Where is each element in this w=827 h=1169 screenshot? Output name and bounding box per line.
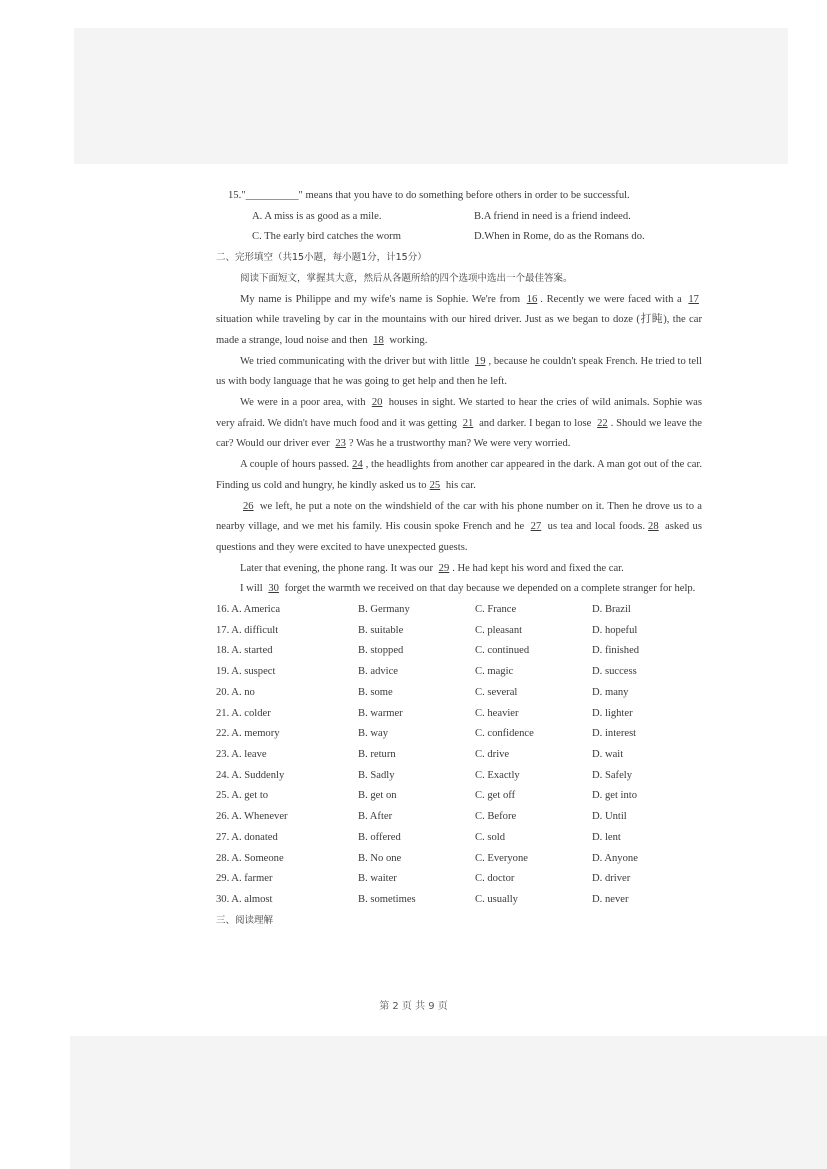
question-15-stem: 15."__________" means that you have to do something before others in order to be successful. [228,190,630,201]
cloze-option: C. continued [475,645,530,657]
question-15-options-row-1 [216,207,702,228]
cloze-option: 29. A. farmer [216,873,273,885]
option-d: D.When in Rome, do as the Romans do. [474,231,645,243]
blank-29: 29 [438,562,450,574]
cloze-option: C. sold [475,831,506,843]
blank-16: 16 [526,293,538,305]
cloze-option: D. Brazil [592,604,631,616]
option-c: C. The early bird catches the worm [252,231,401,243]
paragraph-1: My name is Philippe and my wife's name is Sophie. We're from 16 . Recently we were faced with a 17 situation while traveling by car in the mountains with our hired driver. Just as we began to doze (打盹), the car made a strange, loud noise and then 18 working. [216,293,702,346]
cloze-option: 30. A. almost [216,893,273,905]
cloze-option: D. wait [592,748,624,760]
cloze-option: 26. A. Whenever [216,811,288,823]
cloze-option: B. stopped [358,645,404,657]
page-number: 第 2 页 共 9 页 [379,1001,448,1012]
cloze-option: B. Germany [358,604,410,616]
question-15-options-row-2 [216,227,702,248]
paragraph-6: Later that evening, the phone rang. It was our 29 . He had kept his word and fixed the car. [240,562,624,574]
section-3-title: 三、阅读理解 [216,914,274,926]
option-b: B.A friend in need is a friend indeed. [474,210,631,222]
cloze-option: 28. A. Someone [216,852,284,864]
blank-21: 21 [462,417,474,429]
cloze-option: D. never [592,893,629,905]
cloze-option: B. advice [358,666,399,678]
cloze-option: D. success [592,666,637,678]
cloze-option: C. France [475,604,517,616]
cloze-option: 27. A. donated [216,831,278,843]
cloze-option: B. waiter [358,873,397,885]
cloze-option: C. drive [475,748,510,760]
blank-24: 24 [352,459,363,471]
cloze-option: D. get into [592,790,638,802]
scan-shade-bottom [70,1036,827,1169]
scan-shade-top [74,28,788,164]
cloze-option: 18. A. started [216,645,273,657]
cloze-option: B. some [358,686,393,698]
cloze-option: D. many [592,686,629,698]
cloze-option: B. No one [358,852,402,864]
cloze-option: C. usually [475,893,518,905]
cloze-option: 19. A. suspect [216,666,276,678]
cloze-option: B. After [358,811,393,823]
paragraph-5: 26 we left, he put a note on the windshield of the car with his phone number on it. Then he drove us to a nearby village, and we met his family. His cousin spoke French and he 27 us tea and local foods. 28 asked us questions and they were excited to have unexpected guests. [216,500,703,553]
blank-27: 27 [530,521,542,533]
blank-22: 22 [597,417,608,429]
exam-page [216,186,702,931]
cloze-option: B. way [358,728,389,740]
cloze-option: D. interest [592,728,637,740]
cloze-option: B. return [358,748,396,760]
cloze-option: B. get on [358,790,397,802]
cloze-option: B. Sadly [358,769,395,781]
cloze-option: 20. A. no [216,686,255,698]
cloze-option: C. Before [475,811,517,823]
cloze-option: D. driver [592,873,631,885]
blank-20: 20 [371,397,383,409]
cloze-option: C. Everyone [475,852,528,864]
cloze-option: 21. A. colder [216,707,271,719]
section-2-instruction: 阅读下面短文，掌握其大意，然后从各题所给的四个选项中选出一个最佳答案。 [240,272,573,284]
cloze-option: 23. A. leave [216,748,267,760]
cloze-option: B. warmer [358,707,403,719]
paragraph-3: We were in a poor area, with 20 houses in sight. We started to hear the cries of wild animals. Sophie was very afraid. We didn't have much food and it was getting 21 and darker. I began to lose 22 . Should we leave the car? Would our driver ever 23 ? Was he a trustworthy man? We were very worried. [216,397,703,450]
cloze-option: C. doctor [475,873,515,885]
cloze-option: D. Safely [592,769,633,781]
cloze-option: B. offered [358,831,401,843]
blank-18: 18 [373,334,384,346]
cloze-option: C. magic [475,666,514,678]
cloze-option: 24. A. Suddenly [216,769,285,781]
cloze-option: D. lighter [592,707,633,719]
cloze-option: B. suitable [358,624,404,636]
blank-28: 28 [648,521,659,533]
cloze-option: C. get off [475,790,516,802]
cloze-option: C. confidence [475,728,534,740]
cloze-option: D. finished [592,645,640,657]
cloze-option: D. hopeful [592,624,638,636]
blank-19: 19 [474,355,486,367]
cloze-option: 16. A. America [216,604,281,616]
paragraph-7: I will 30 forget the warmth we received on that day because we depended on a complete stranger for help. [240,583,696,595]
cloze-option: C. several [475,686,518,698]
section-2-title: 二、完形填空（共15小题，每小题1分，计15分） [216,252,427,264]
blank-23: 23 [335,438,346,450]
cloze-option: 22. A. memory [216,728,280,740]
blank-26: 26 [243,500,254,512]
paragraph-2: We tried communicating with the driver but with little 19 , because he couldn't speak French. He tried to tell us with body language that he was going to get help and then he left. [216,355,702,388]
cloze-option: 25. A. get to [216,790,269,802]
option-a: A. A miss is as good as a mile. [252,210,382,222]
blank-17: 17 [688,293,699,305]
blank-30: 30 [268,583,279,595]
cloze-option: B. sometimes [358,893,416,905]
cloze-option: 17. A. difficult [216,624,279,636]
cloze-option: D. lent [592,831,621,843]
blank-25: 25 [429,479,441,491]
cloze-option: C. pleasant [475,624,523,636]
cloze-option: D. Anyone [592,852,638,864]
paragraph-4: A couple of hours passed. 24 , the headlights from another car appeared in the dark. A man got out of the car. Finding us cold and hungry, he kindly asked us to 25 his car. [216,459,703,491]
cloze-option: C. heavier [475,707,519,719]
cloze-options-grid [216,600,702,911]
cloze-option: D. Until [592,811,627,823]
cloze-option: C. Exactly [475,769,520,781]
